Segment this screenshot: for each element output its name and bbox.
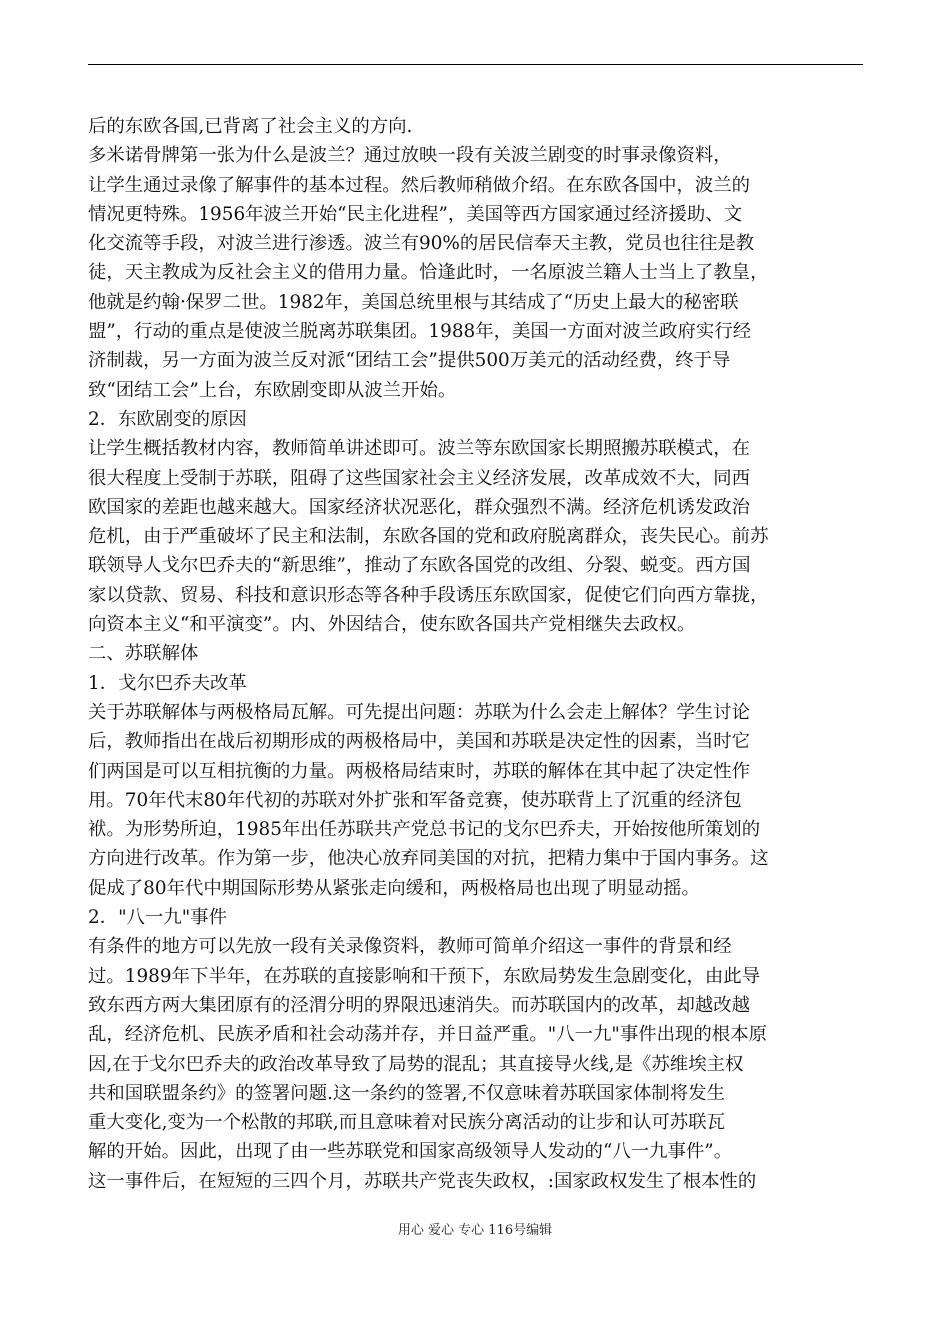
text-line: 后，教师指出在战后初期形成的两极格局中，美国和苏联是决定性的因素，当时它 bbox=[88, 731, 751, 753]
text-line: 方向进行改革。作为第一步，他决心放弃同美国的对抗，把精力集中于国内事务。这 bbox=[88, 848, 769, 870]
header-rule bbox=[88, 64, 863, 65]
text-line: 重大变化,变为一个松散的邦联,而且意味着对民族分离活动的让步和认可苏联瓦 bbox=[88, 1112, 725, 1134]
text-line: 袱。为形势所迫，1985年出任苏联共产党总书记的戈尔巴乔夫，开始按他所策划的 bbox=[88, 819, 761, 841]
text-line: 因,在于戈尔巴乔夫的政治改革导致了局势的混乱；其直接导火线,是《苏维埃主权 bbox=[88, 1053, 744, 1075]
section-heading: 2．东欧剧变的原因 bbox=[88, 408, 247, 430]
text-line: 这一事件后，在短短的三四个月，苏联共产党丧失政权，:国家政权发生了根本性的 bbox=[88, 1170, 757, 1192]
text-line: 很大程度上受制于苏联，阻碍了这些国家社会主义经济发展，改革成效不大，同西 bbox=[88, 467, 751, 489]
text-line: 解的开始。因此，出现了由一些苏联党和国家高级领导人发动的“八一九事件”。 bbox=[88, 1141, 733, 1163]
text-line: 危机，由于严重破坏了民主和法制，东欧各国的党和政府脱离群众，丧失民心。前苏 bbox=[88, 526, 769, 548]
text-line: 促成了80年代中期国际形势从紧张走向缓和，两极格局也出现了明显动摇。 bbox=[88, 877, 700, 899]
section-heading: 2．"八一九"事件 bbox=[88, 907, 227, 929]
text-line: 后的东欧各国,已背离了社会主义的方向. bbox=[88, 116, 413, 137]
section-heading: 二、苏联解体 bbox=[88, 643, 199, 665]
text-line: 让学生概括教材内容，教师简单讲述即可。波兰等东欧国家长期照搬苏联模式，在 bbox=[88, 438, 751, 460]
text-line: 有条件的地方可以先放一段有关录像资料，教师可简单介绍这一事件的背景和经 bbox=[88, 936, 732, 958]
text-line: 济制裁，另一方面为波兰反对派“团结工会”提供500万美元的活动经费，终于导 bbox=[88, 350, 731, 372]
text-line: 致东西方两大集团原有的泾渭分明的界限迅速消失。而苏联国内的改革，却越改越 bbox=[88, 994, 751, 1016]
page-footer: 用心 爱心 专心 116号编辑 bbox=[397, 1223, 553, 1238]
text-line: 乱，经济危机、民族矛盾和社会动荡并存，并日益严重。"八一九"事件出现的根本原 bbox=[88, 1024, 767, 1046]
text-line: 们两国是可以互相抗衡的力量。两极格局结束时，苏联的解体在其中起了决定性作 bbox=[88, 760, 751, 782]
text-line: 徒，天主教成为反社会主义的借用力量。恰逢此时，一名原波兰籍人士当上了教皇， bbox=[88, 262, 769, 284]
text-line: 情况更特殊。1956年波兰开始“民主化进程”，美国等西方国家通过经济援助、文 bbox=[88, 203, 743, 225]
text-line: 用。70年代末80年代初的苏联对外扩张和军备竞赛，使苏联背上了沉重的经济包 bbox=[88, 789, 742, 811]
text-line: 让学生通过录像了解事件的基本过程。然后教师稍做介绍。在东欧各国中，波兰的 bbox=[88, 174, 751, 196]
text-line: 欧国家的差距也越来越大。国家经济状况恶化，群众强烈不满。经济危机诱发政治 bbox=[88, 496, 751, 518]
text-line: 多米诺骨牌第一张为什么是波兰？通过放映一段有关波兰剧变的时事录像资料， bbox=[88, 145, 732, 167]
text-line: 盟”，行动的重点是使波兰脱离苏联集团。1988年，美国一方面对波兰政府实行经 bbox=[88, 321, 752, 343]
text-line: 向资本主义“和平演变”。内、外因结合，使东欧各国共产党相继失去政权。 bbox=[88, 614, 696, 636]
text-line: 过。1989年下半年，在苏联的直接影响和干预下，东欧局势发生急剧变化，由此导 bbox=[88, 965, 761, 987]
text-line: 化交流等手段，对波兰进行渗透。波兰有90%的居民信奉天主教，党员也往往是教 bbox=[88, 233, 755, 255]
text-line: 关于苏联解体与两极格局瓦解。可先提出问题：苏联为什么会走上解体？学生讨论 bbox=[88, 701, 751, 723]
text-line: 联领导人戈尔巴乔夫的“新思维”，推动了东欧各国党的改组、分裂、蜕变。西方国 bbox=[88, 555, 751, 577]
text-line: 致“团结工会”上台，东欧剧变即从波兰开始。 bbox=[88, 379, 457, 401]
text-line: 他就是约翰·保罗二世。1982年，美国总统里根与其结成了“历史上最大的秘密联 bbox=[88, 291, 739, 313]
text-line: 家以贷款、贸易、科技和意识形态等各种手段诱压东欧国家，促使它们向西方靠拢， bbox=[88, 584, 769, 606]
text-line: 共和国联盟条约》的签署问题.这一条约的签署,不仅意味着苏联国家体制将发生 bbox=[88, 1082, 725, 1104]
section-heading: 1．戈尔巴乔夫改革 bbox=[88, 672, 247, 694]
document-body bbox=[88, 112, 863, 1196]
